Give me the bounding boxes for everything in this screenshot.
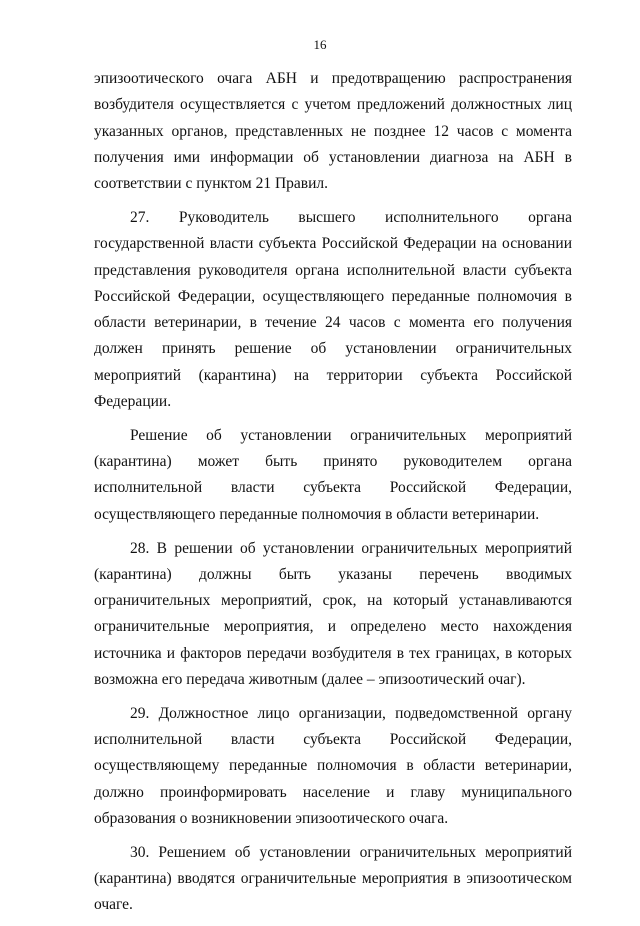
page-number: 16 (313, 37, 327, 52)
paragraph-27: 27. Руководитель высшего исполнительного органа государственной власти субъекта Российской Федерации на основании представления руководителя органа исполнительной власти субъекта Российской Федерации, осуществляющего переданные полномочия в области ветеринарии, в течение 24 часов с момента его получения должен принять решение об установлении ограничительных мероприятий (карантина) на территории субъекта Российской Федерации. (94, 208, 572, 411)
paragraph-continuation: эпизоотического очага АБН и предотвращению распространения возбудителя осуществляется с учетом предложений должностных лиц указанных органов, представленных не позднее 12 часов с момента получения ими информации об установлении диагноза на АБН в соответствии с пунктом 21 Правил. (94, 70, 572, 193)
paragraph-29: 29. Должностное лицо организации, подведомственной органу исполнительной власти субъекта Российской Федерации, осуществляющему переданные полномочия в области ветеринарии, должно проинформировать население и главу муниципального образования о возникновении эпизоотического очага. (94, 704, 572, 828)
paragraph-30: 30. Решением об установлении ограничительных мероприятий (карантина) вводятся ограничительные мероприятия в эпизоотическом очаге. (94, 843, 572, 914)
paragraph-28: 28. В решении об установлении ограничительных мероприятий (карантина) должны быть указаны перечень вводимых ограничительных мероприятий, срок, на который устанавливаются ограничительные мероприятия, и определено место нахождения источника и факторов передачи возбудителя в тех границах, в которых возможна его передача животным (далее – эпизоотический очаг). (94, 539, 572, 689)
paragraph-27-decision: Решение об установлении ограничительных мероприятий (карантина) может быть принято руководителем органа исполнительной власти субъекта Российской Федерации, осуществляющего переданные полномочия в области ветеринарии. (94, 426, 572, 523)
document-body (94, 66, 572, 926)
